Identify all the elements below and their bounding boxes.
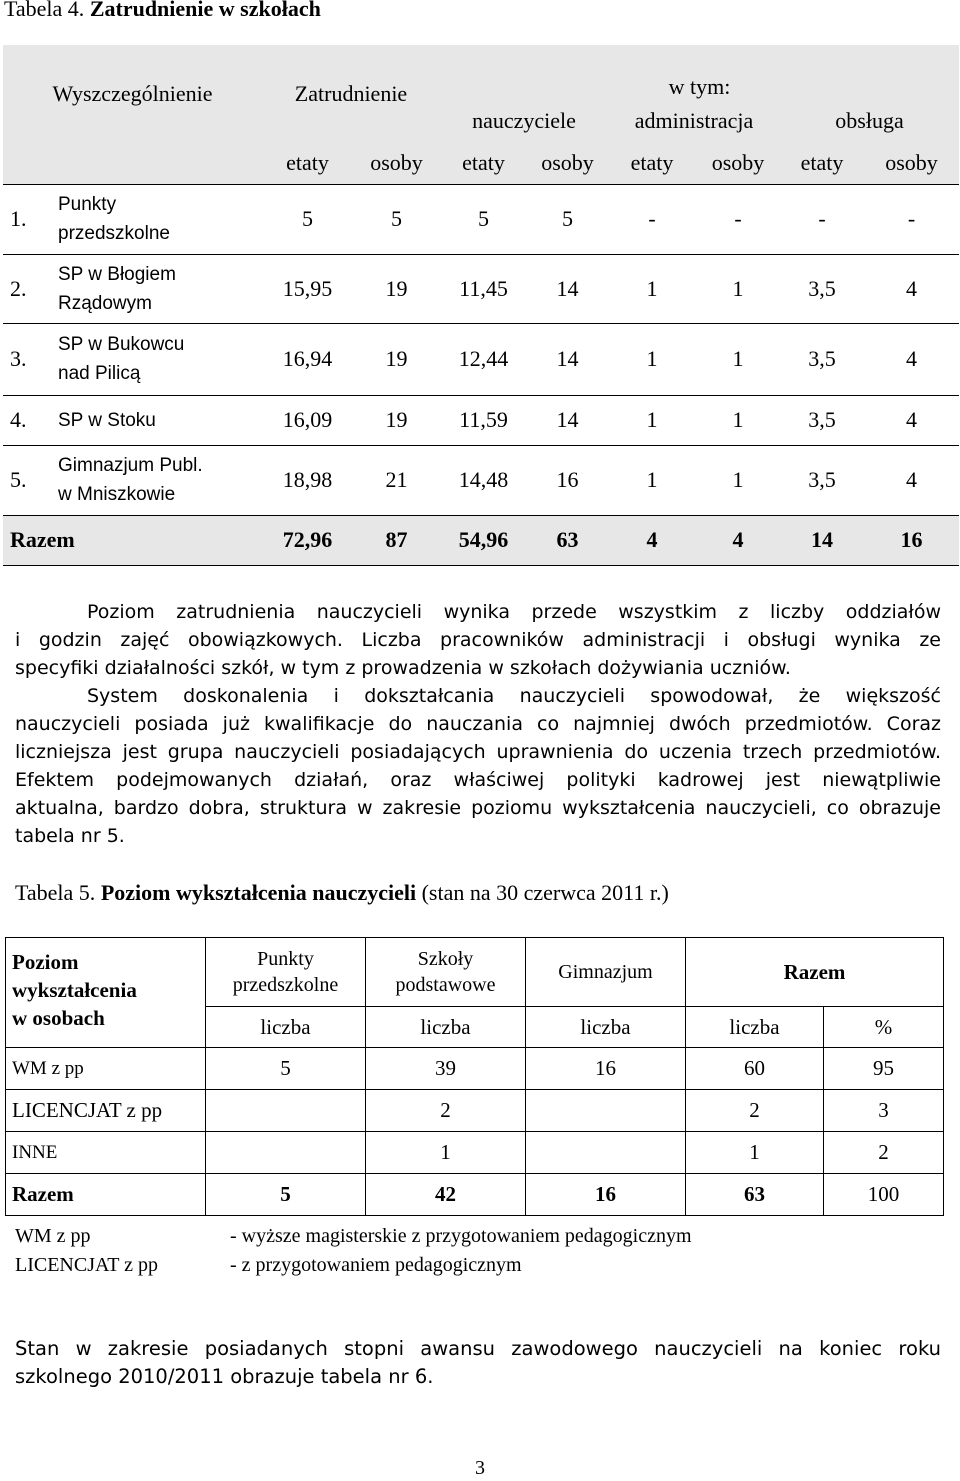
total-value: 5 (206, 1174, 366, 1216)
row-name: SP w Błogiem Rządowym (54, 254, 262, 323)
cell-value: 4 (864, 445, 959, 515)
cell-value: 4 (864, 254, 959, 323)
cell-value (526, 1132, 686, 1174)
table-row (6, 1048, 944, 1090)
cell-value: 5 (440, 184, 527, 254)
cell-value: 21 (353, 445, 440, 515)
cell-value: 1 (696, 254, 780, 323)
table4-caption (4, 0, 321, 22)
total-value: 72,96 (262, 515, 353, 565)
cell-value: 18,98 (262, 445, 353, 515)
table4 (3, 45, 959, 566)
page-number: 3 (475, 1457, 485, 1479)
abbreviation-legend (15, 1222, 692, 1280)
cell-value (206, 1132, 366, 1174)
table4-header-wyszczegolnienie: Wyszczególnienie (52, 80, 213, 106)
cell-value: 4 (864, 323, 959, 395)
total-value: 100 (824, 1174, 944, 1216)
table4-unit: etaty (800, 149, 844, 175)
body-paragraph-2 (15, 1335, 941, 1391)
paragraph-line: System doskonalenia i dokształcania nauczycieli spowodował, że większość (87, 685, 941, 707)
cell-value: 3,5 (780, 445, 864, 515)
table-row (3, 184, 959, 254)
cell-value: 14 (527, 395, 608, 445)
cell-value (526, 1090, 686, 1132)
table5-total-row (6, 1174, 944, 1216)
total-value: 14 (780, 515, 864, 565)
paragraph-line: aktualna, bardzo dobra, struktura w zakresie poziomu wykształcenia nauczycieli, co obrazuje (15, 797, 941, 819)
total-value: 63 (527, 515, 608, 565)
cell-value: - (696, 184, 780, 254)
row-label: WM z pp (6, 1048, 206, 1090)
row-name: SP w Bukowcu nad Pilicą (54, 323, 262, 395)
cell-value: 60 (686, 1048, 824, 1090)
table5-header-poziom: Poziom wykształcenia w osobach (6, 938, 206, 1048)
table4-unit: osoby (541, 149, 594, 175)
cell-value: 16 (527, 445, 608, 515)
row-label: LICENCJAT z pp (6, 1090, 206, 1132)
cell-value: 12,44 (440, 323, 527, 395)
cell-value: 1 (608, 395, 696, 445)
cell-value: 2 (686, 1090, 824, 1132)
row-number: 5. (3, 445, 54, 515)
cell-value: 19 (353, 323, 440, 395)
total-value: 16 (864, 515, 959, 565)
paragraph-line: Stan w zakresie posiadanych stopni awansu zawodowego nauczycieli na koniec roku (15, 1337, 941, 1360)
table-row (6, 1090, 944, 1132)
table4-unit: osoby (885, 149, 938, 175)
legend-abbr: LICENCJAT z pp (15, 1254, 158, 1276)
body-paragraph-1 (15, 598, 941, 850)
legend-abbr: WM z pp (15, 1225, 91, 1247)
paragraph-line: specyfiki działalności szkół, w tym z prowadzenia w szkołach dożywiania uczniów. (15, 657, 791, 679)
table4-header-administracja: administracja (634, 108, 754, 133)
table4-caption-prefix: Tabela 4. (4, 0, 85, 21)
paragraph-line: Poziom zatrudnienia nauczycieli wynika przede wszystkim z liczby oddziałów (87, 601, 941, 623)
table5-unit: liczba (526, 1007, 686, 1048)
cell-value: 15,95 (262, 254, 353, 323)
cell-value: 1 (608, 323, 696, 395)
cell-value: 1 (696, 445, 780, 515)
table4-header-nauczyciele: nauczyciele (472, 108, 576, 133)
cell-value: 16 (526, 1048, 686, 1090)
cell-value: 11,45 (440, 254, 527, 323)
cell-value: 19 (353, 254, 440, 323)
legend-item (15, 1222, 692, 1251)
table5-header-punkty: Punkty przedszkolne (206, 938, 366, 1007)
cell-value: 3,5 (780, 395, 864, 445)
cell-value: 1 (608, 254, 696, 323)
total-value: 54,96 (440, 515, 527, 565)
cell-value: 14 (527, 254, 608, 323)
table4-header-row1 (3, 45, 959, 100)
row-name: SP w Stoku (54, 395, 262, 445)
paragraph-line: Efektem podejmowanych działań, oraz właściwej polityki kadrowej jest niewątpliwie (15, 769, 941, 791)
table4-header-obsluga: obsługa (835, 108, 904, 133)
table4-total-row (3, 515, 959, 565)
cell-value: 5 (353, 184, 440, 254)
table5-header-row1 (6, 938, 944, 1007)
total-value: 16 (526, 1174, 686, 1216)
cell-value: 14 (527, 323, 608, 395)
row-number: 3. (3, 323, 54, 395)
total-value: 4 (696, 515, 780, 565)
table5-caption-suffix: (stan na 30 czerwca 2011 r.) (421, 880, 669, 905)
paragraph-line: liczniejsza jest grupa nauczycieli posiadających uprawnienia do uczenia trzech przedmiotów. (15, 741, 941, 763)
table5-unit: % (824, 1007, 944, 1048)
cell-value: 2 (366, 1090, 526, 1132)
cell-value: 16,94 (262, 323, 353, 395)
table-row (3, 254, 959, 323)
table4-unit: etaty (630, 149, 674, 175)
table4-header-zatrudnienie: Zatrudnienie (294, 80, 408, 106)
cell-value: - (608, 184, 696, 254)
table5-unit: liczba (686, 1007, 824, 1048)
paragraph-line: szkolnego 2010/2011 obrazuje tabela nr 6. (15, 1365, 434, 1388)
table4-unit: osoby (370, 149, 423, 175)
legend-desc: - z przygotowaniem pedagogicznym (230, 1254, 522, 1276)
cell-value: - (864, 184, 959, 254)
cell-value: 1 (696, 323, 780, 395)
cell-value: 1 (608, 445, 696, 515)
cell-value: 1 (366, 1132, 526, 1174)
cell-value: - (780, 184, 864, 254)
table-row (3, 395, 959, 445)
cell-value: 5 (527, 184, 608, 254)
cell-value: 1 (696, 395, 780, 445)
table4-unit: etaty (286, 149, 329, 175)
cell-value: 5 (206, 1048, 366, 1090)
cell-value: 14,48 (440, 445, 527, 515)
table5-unit: liczba (206, 1007, 366, 1048)
table5-caption (15, 880, 669, 906)
total-value: 4 (608, 515, 696, 565)
table5-header-razem: Razem (686, 938, 944, 1007)
table-row (3, 323, 959, 395)
cell-value: 4 (864, 395, 959, 445)
total-value: 63 (686, 1174, 824, 1216)
cell-value: 19 (353, 395, 440, 445)
total-label: Razem (3, 515, 262, 565)
row-number: 2. (3, 254, 54, 323)
row-label: INNE (6, 1132, 206, 1174)
total-value: 42 (366, 1174, 526, 1216)
cell-value: 1 (686, 1132, 824, 1174)
legend-desc: - wyższe magisterskie z przygotowaniem pedagogicznym (230, 1225, 692, 1247)
paragraph-line: tabela nr 5. (15, 825, 125, 847)
table4-header-units-row (3, 142, 959, 184)
table5-caption-title: Poziom wykształcenia nauczycieli (100, 880, 417, 905)
legend-item (15, 1251, 692, 1280)
cell-value: 39 (366, 1048, 526, 1090)
table5-caption-prefix: Tabela 5. (15, 880, 96, 905)
paragraph-line: i godzin zajęć obowiązkowych. Liczba pracowników administracji i obsługi wynika ze (15, 629, 941, 651)
table-row (6, 1132, 944, 1174)
cell-value: 3,5 (780, 323, 864, 395)
table4-caption-title: Zatrudnienie w szkołach (89, 0, 321, 21)
cell-value: 3,5 (780, 254, 864, 323)
total-label: Razem (6, 1174, 206, 1216)
row-name: Gimnazjum Publ. w Mniszkowie (54, 445, 262, 515)
cell-value (206, 1090, 366, 1132)
row-number: 4. (3, 395, 54, 445)
table4-unit: osoby (711, 149, 765, 175)
row-number: 1. (3, 184, 54, 254)
cell-value: 5 (262, 184, 353, 254)
cell-value: 2 (824, 1132, 944, 1174)
table4-unit: etaty (462, 149, 505, 175)
cell-value: 16,09 (262, 395, 353, 445)
table4-header-w-tym: w tym: (668, 74, 731, 99)
table5-unit: liczba (366, 1007, 526, 1048)
table5-header-szkoly: Szkoły podstawowe (366, 938, 526, 1007)
table5 (5, 937, 944, 1216)
paragraph-line: nauczycieli posiada już kwalifikacje do nauczania co najmniej dwóch przedmiotów. Coraz (15, 713, 941, 735)
row-name: Punkty przedszkolne (54, 184, 262, 254)
cell-value: 3 (824, 1090, 944, 1132)
cell-value: 11,59 (440, 395, 527, 445)
total-value: 87 (353, 515, 440, 565)
table-row (3, 445, 959, 515)
cell-value: 95 (824, 1048, 944, 1090)
table5-header-gimnazjum: Gimnazjum (526, 938, 686, 1007)
